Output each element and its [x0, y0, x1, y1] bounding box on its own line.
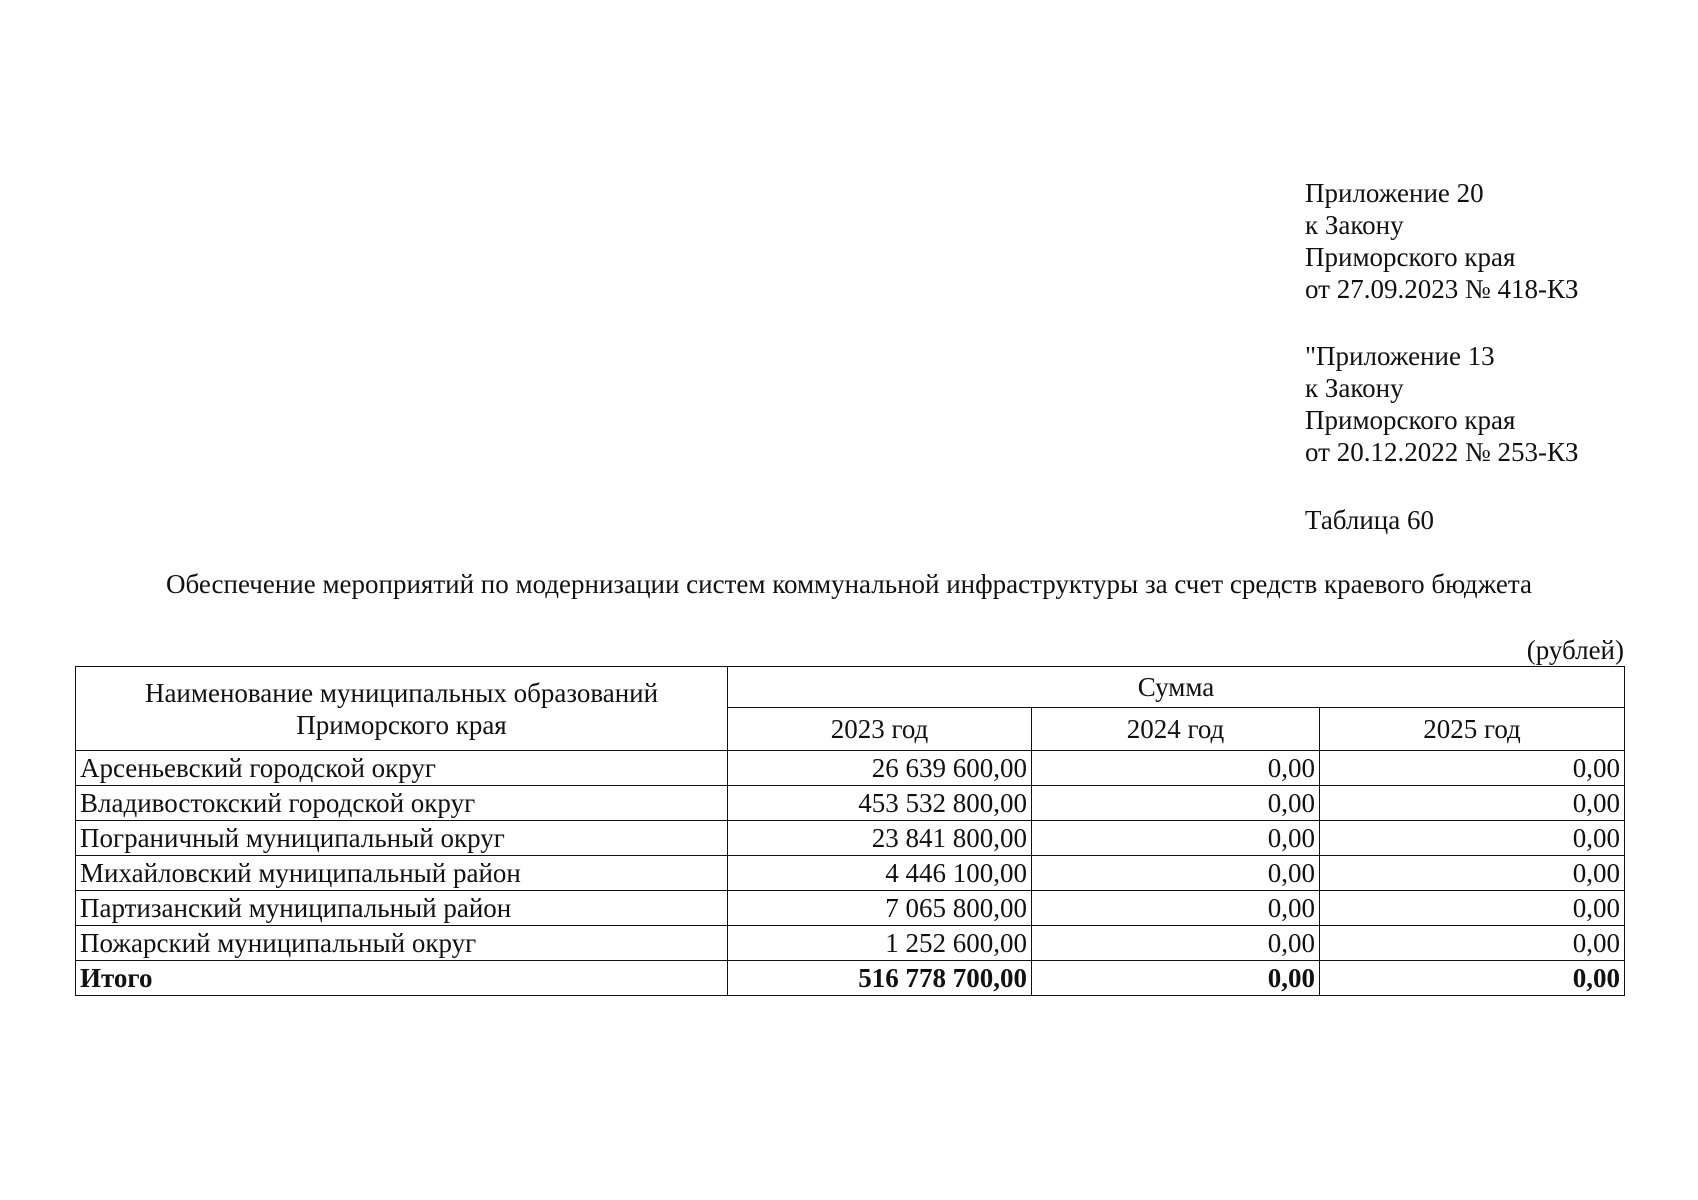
municipality-name: Пограничный муниципальный округ: [76, 821, 728, 856]
amount-2024: 0,00: [1032, 856, 1320, 891]
amount-2023: 26 639 600,00: [728, 751, 1032, 786]
annex-line: Приморского края: [1305, 242, 1516, 272]
annex-line: "Приложение 13: [1305, 341, 1495, 371]
annex-line: Приложение 20: [1305, 178, 1484, 208]
amount-2024: 0,00: [1032, 751, 1320, 786]
table-row: [76, 856, 1625, 891]
year-column-header: 2023 год: [728, 708, 1032, 751]
amount-2025: 0,00: [1320, 786, 1625, 821]
amount-2025: 0,00: [1320, 891, 1625, 926]
annex-line: от 27.09.2023 № 418-КЗ: [1305, 274, 1579, 304]
document-title: Обеспечение мероприятий по модернизации систем коммунальной инфраструктуры за счет средств краевого бюджета: [165, 569, 1533, 599]
table-row: [76, 926, 1625, 961]
amount-2025: 0,00: [1320, 751, 1625, 786]
table-row: [76, 751, 1625, 786]
annex-line: от 20.12.2022 № 253-КЗ: [1305, 437, 1579, 467]
table-number: Таблица 60: [1305, 505, 1434, 535]
amount-2024: 0,00: [1032, 891, 1320, 926]
annex-line: к Закону: [1305, 210, 1404, 240]
table-row: [76, 891, 1625, 926]
municipality-name: Арсеньевский городской округ: [76, 751, 728, 786]
amount-2025: 0,00: [1320, 856, 1625, 891]
unit-label: (рублей): [1526, 635, 1624, 665]
municipality-name: Пожарский муниципальный округ: [76, 926, 728, 961]
total-2025: 0,00: [1320, 961, 1625, 996]
total-label: Итого: [76, 961, 728, 996]
total-2023: 516 778 700,00: [728, 961, 1032, 996]
budget-table: [75, 666, 1625, 996]
year-column-header: 2025 год: [1320, 708, 1625, 751]
municipality-name: Михайловский муниципальный район: [76, 856, 728, 891]
table-row: [76, 786, 1625, 821]
annex-current-header: [1305, 177, 1578, 305]
annex-line: Приморского края: [1305, 405, 1516, 435]
municipality-name: Партизанский муниципальный район: [76, 891, 728, 926]
amount-2023: 1 252 600,00: [728, 926, 1032, 961]
name-column-header: Наименование муниципальных образований Приморского края: [76, 667, 728, 751]
annex-previous-header: [1305, 340, 1578, 468]
amount-2023: 4 446 100,00: [728, 856, 1032, 891]
sum-column-header: Сумма: [728, 667, 1625, 708]
total-2024: 0,00: [1032, 961, 1320, 996]
amount-2023: 453 532 800,00: [728, 786, 1032, 821]
table-row: [76, 821, 1625, 856]
amount-2024: 0,00: [1032, 786, 1320, 821]
annex-line: к Закону: [1305, 373, 1404, 403]
table-header-row: [76, 667, 1625, 708]
amount-2023: 7 065 800,00: [728, 891, 1032, 926]
year-column-header: 2024 год: [1032, 708, 1320, 751]
amount-2023: 23 841 800,00: [728, 821, 1032, 856]
total-row: [76, 961, 1625, 996]
municipality-name: Владивостокский городской округ: [76, 786, 728, 821]
amount-2024: 0,00: [1032, 926, 1320, 961]
amount-2025: 0,00: [1320, 926, 1625, 961]
amount-2024: 0,00: [1032, 821, 1320, 856]
amount-2025: 0,00: [1320, 821, 1625, 856]
